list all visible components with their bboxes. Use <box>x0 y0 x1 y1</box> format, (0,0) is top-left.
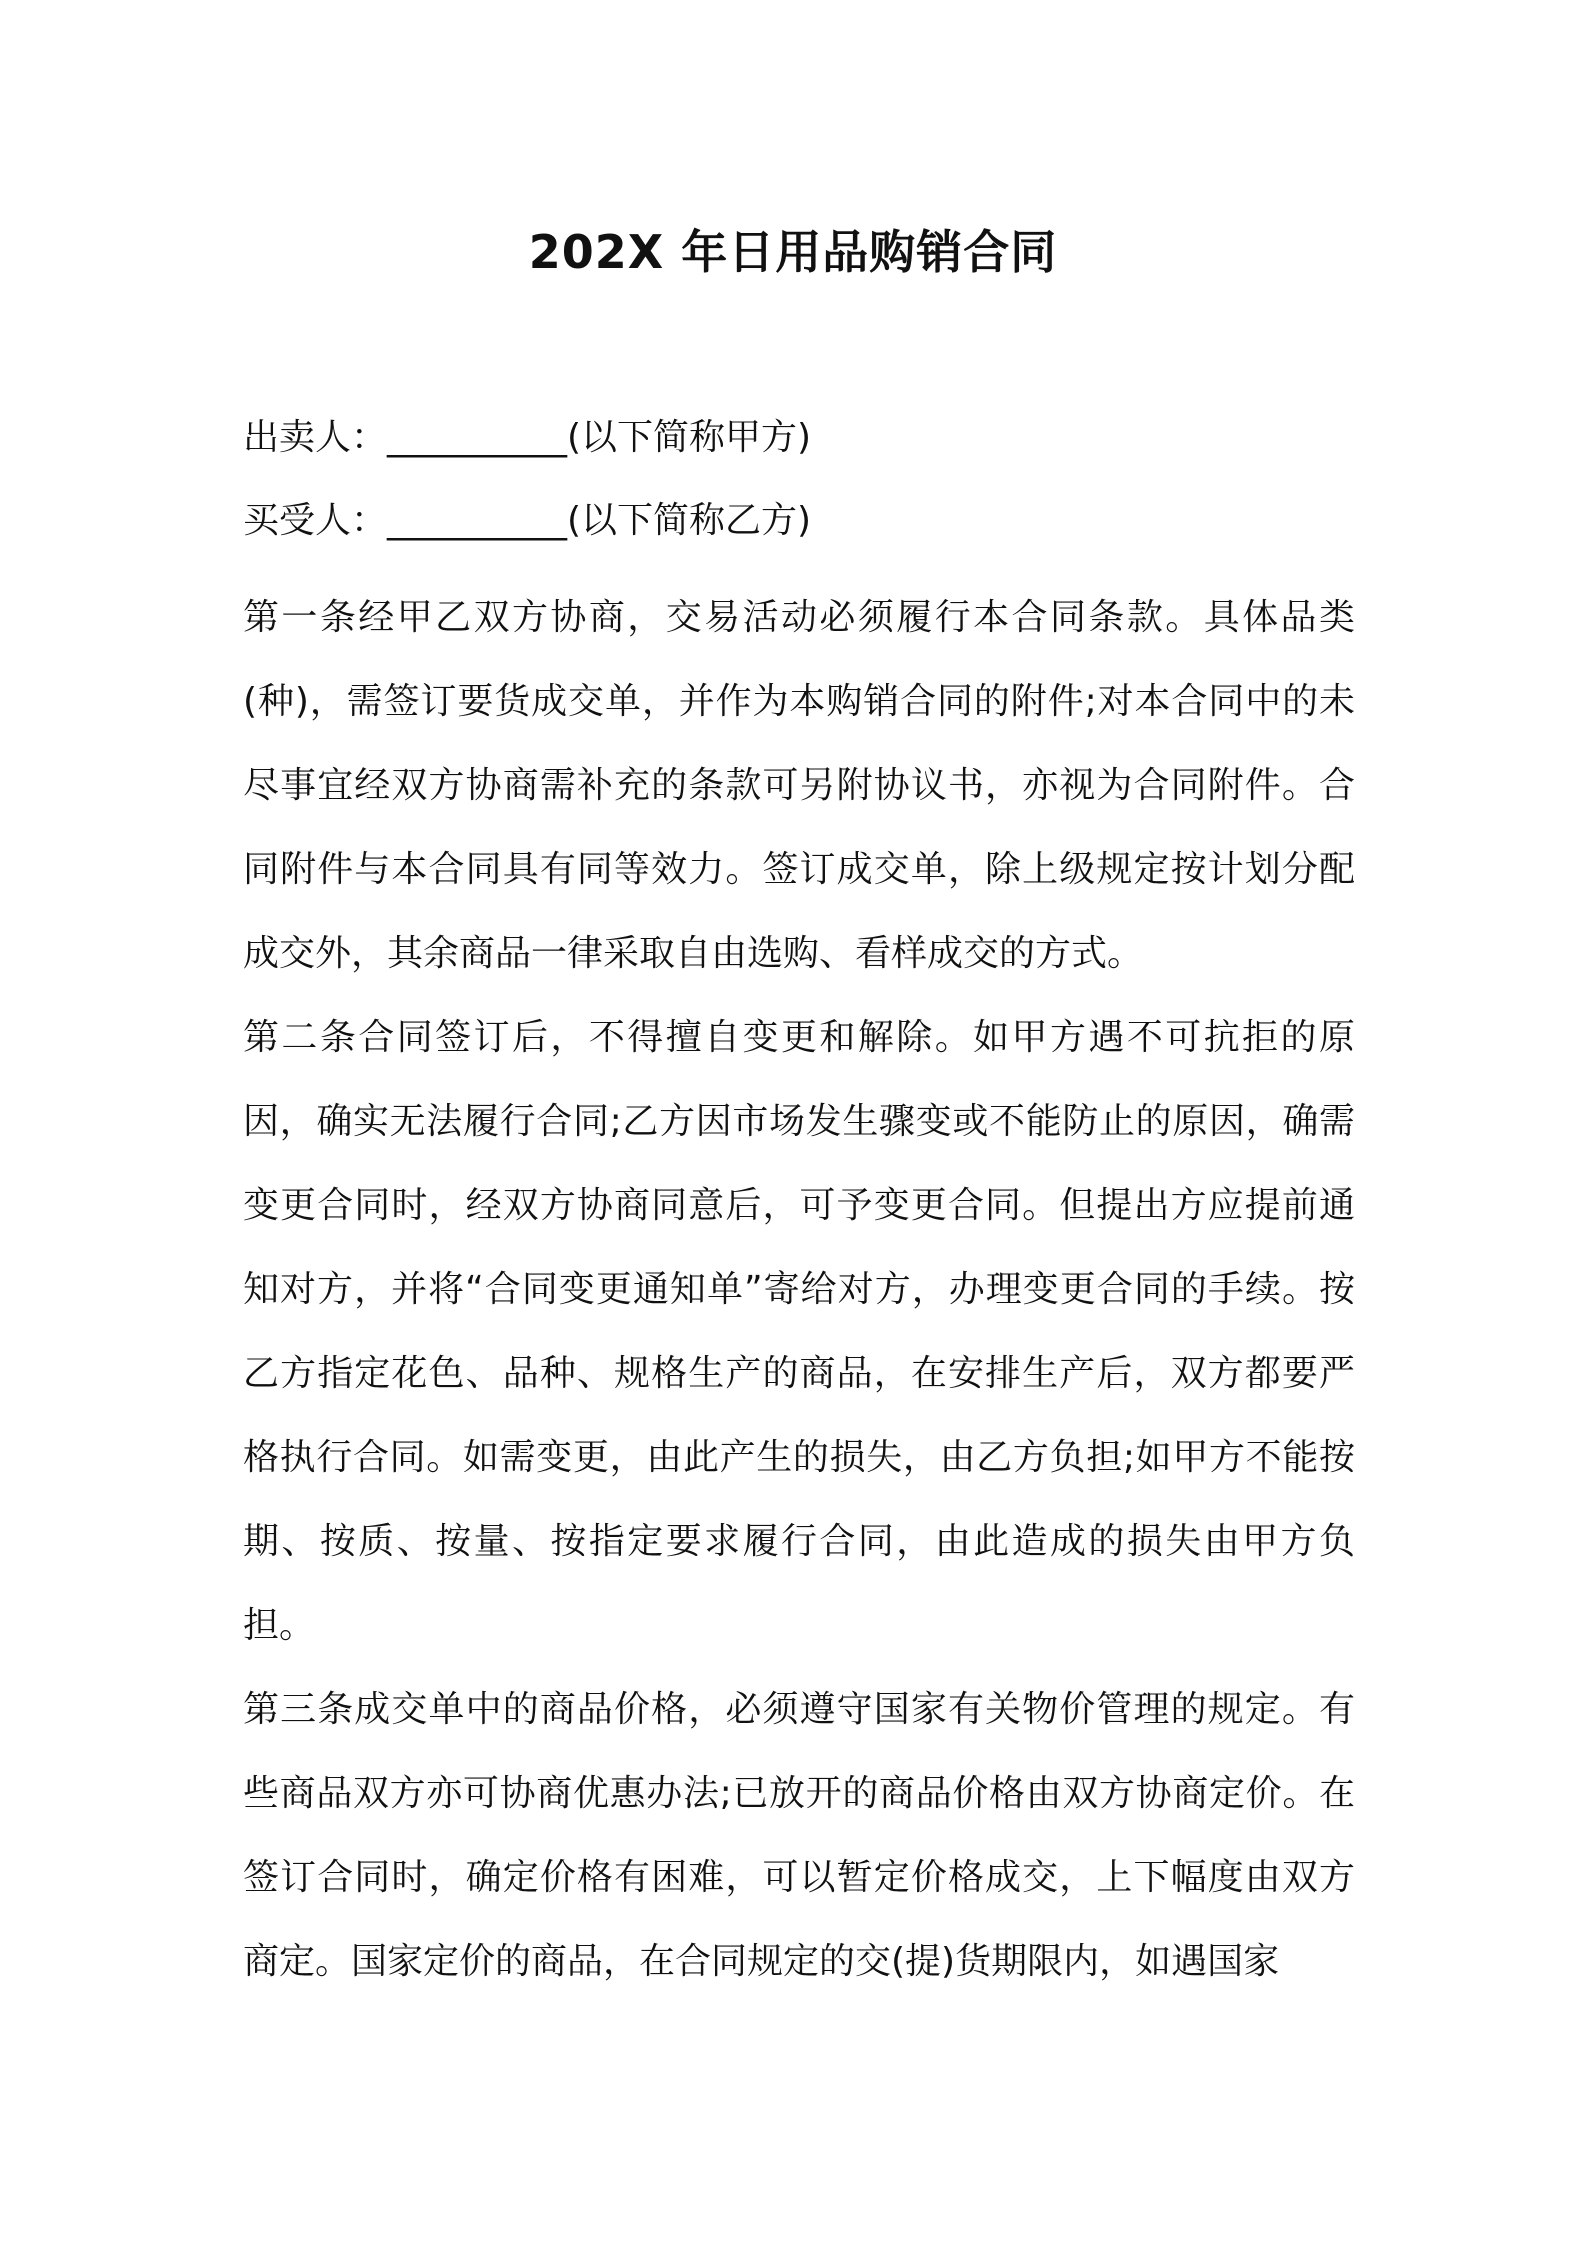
contract-body <box>243 576 1355 2004</box>
article-2: 第二条合同签订后，不得擅自变更和解除。如甲方遇不可抗拒的原因，确实无法履行合同;乙方因市场发生骤变或不能防止的原因，确需变更合同时，经双方协商同意后，可予变更合同。但提出方应提前通知对方，并将“合同变更通知单”寄给对方，办理变更合同的手续。按乙方指定花色、品种、规格生产的商品，在安排生产后，双方都要严格执行合同。如需变更，由此产生的损失，由乙方负担;如甲方不能按期、按质、按量、按指定要求履行合同，由此造成的损失由甲方负担。 <box>243 1017 1355 1646</box>
seller-line: 出卖人：__________(以下简称甲方) <box>243 417 812 458</box>
article-1: 第一条经甲乙双方协商，交易活动必须履行本合同条款。具体品类(种)，需签订要货成交单，并作为本购销合同的附件;对本合同中的未尽事宜经双方协商需补充的条款可另附协议书，亦视为合同附件。合同附件与本合同具有同等效力。签订成交单，除上级规定按计划分配成交外，其余商品一律采取自由选购、看样成交的方式。 <box>243 597 1355 974</box>
document-title: 202X 年日用品购销合同 <box>528 225 1058 279</box>
article-3: 第三条成交单中的商品价格，必须遵守国家有关物价管理的规定。有些商品双方亦可协商优惠办法;已放开的商品价格由双方协商定价。在签订合同时，确定价格有困难，可以暂定价格成交，上下幅度由双方商定。国家定价的商品，在合同规定的交(提)货期限内，如遇国家 <box>243 1689 1355 1982</box>
buyer-line: 买受人：__________(以下简称乙方) <box>243 500 812 541</box>
